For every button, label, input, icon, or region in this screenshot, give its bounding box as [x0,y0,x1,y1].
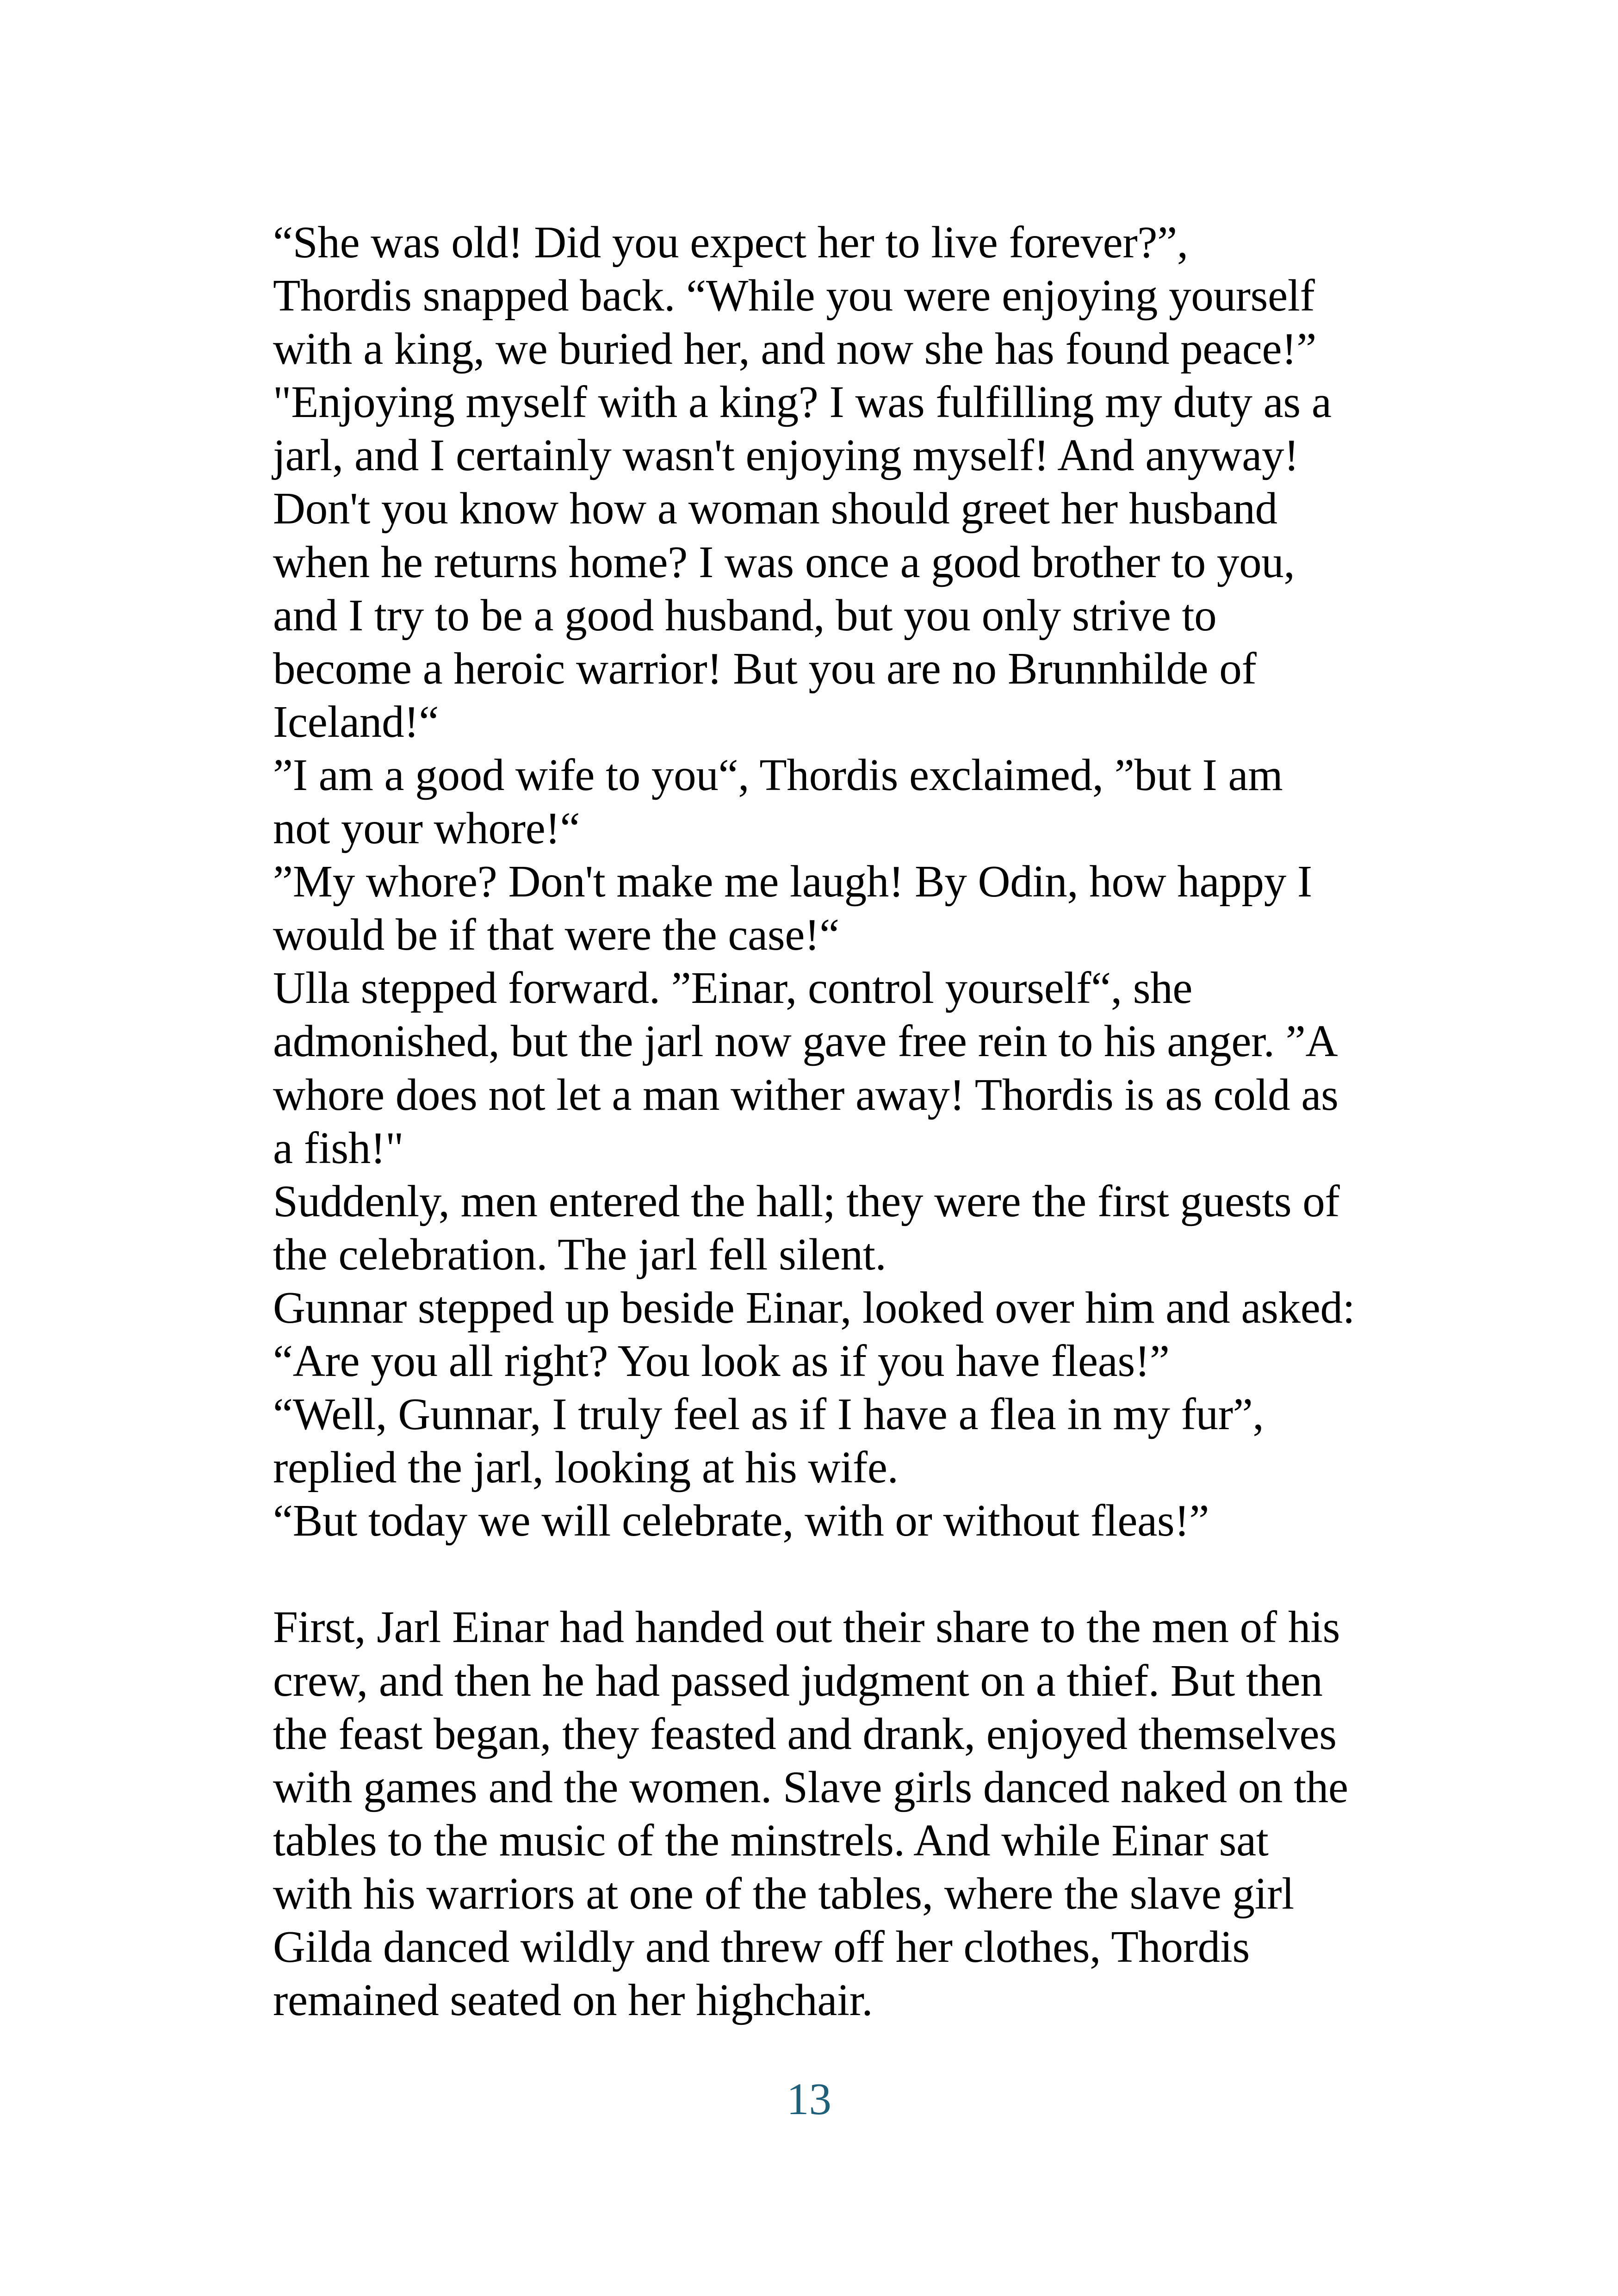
text-line: “Well, Gunnar, I truly feel as if I have a flea in my fur”, [273,1389,1264,1439]
text-line: jarl, and I certainly wasn't enjoying myself! And anyway! [273,430,1299,480]
text-line: Ulla stepped forward. ”Einar, control yourself“, she [273,963,1193,1013]
text-line: “She was old! Did you expect her to live forever?”, [273,218,1188,267]
text-line: Suddenly, men entered the hall; they were the first guests of [273,1176,1340,1226]
paragraph-gap [273,1547,1416,1600]
text-line: with a king, we buried her, and now she has found peace!” [273,324,1317,374]
text-line: ”I am a good wife to you“, Thordis exclaimed, ”but I am [273,750,1283,800]
text-line: and I try to be a good husband, but you only strive to [273,590,1217,640]
text-line: replied the jarl, looking at his wife. [273,1443,899,1493]
text-line: ”My whore? Don't make me laugh! By Odin, how happy I [273,857,1312,907]
text-line: not your whore!“ [273,803,580,853]
text-line: whore does not let a man wither away! Thordis is as cold as [273,1070,1339,1120]
text-line: Gilda danced wildly and threw off her clothes, Thordis [273,1922,1250,1972]
text-line: "Enjoying myself with a king? I was fulfilling my duty as a [273,377,1332,427]
text-line: Thordis snapped back. “While you were enjoying yourself [273,271,1315,321]
text-line: would be if that were the case!“ [273,910,839,960]
text-line: a fish!" [273,1123,404,1173]
text-line: Iceland!“ [273,697,439,747]
text-line: admonished, but the jarl now gave free rein to his anger. ”A [273,1016,1338,1066]
text-line: crew, and then he had passed judgment on a thief. But then [273,1655,1323,1705]
text-line: Don't you know how a woman should greet her husband [273,484,1277,534]
text-line: “Are you all right? You look as if you have fleas!” [273,1336,1170,1386]
text-line: the feast began, they feasted and drank, enjoyed themselves [273,1709,1337,1759]
text-line: the celebration. The jarl fell silent. [273,1229,886,1279]
text-line: with his warriors at one of the tables, where the slave girl [273,1868,1294,1918]
text-line: tables to the music of the minstrels. And while Einar sat [273,1815,1269,1865]
text-line: when he returns home? I was once a good brother to you, [273,537,1295,587]
text-line: with games and the women. Slave girls danced naked on the [273,1762,1348,1812]
text-line: become a heroic warrior! But you are no Brunnhilde of [273,643,1257,693]
body-text [273,216,1416,2027]
text-line: Gunnar stepped up beside Einar, looked over him and asked: [273,1282,1355,1332]
text-line: “But today we will celebrate, with or without fleas!” [273,1496,1209,1546]
page-number: 13 [787,2074,831,2124]
text-line: First, Jarl Einar had handed out their share to the men of his [273,1602,1340,1652]
text-line: remained seated on her highchair. [273,1975,873,2025]
